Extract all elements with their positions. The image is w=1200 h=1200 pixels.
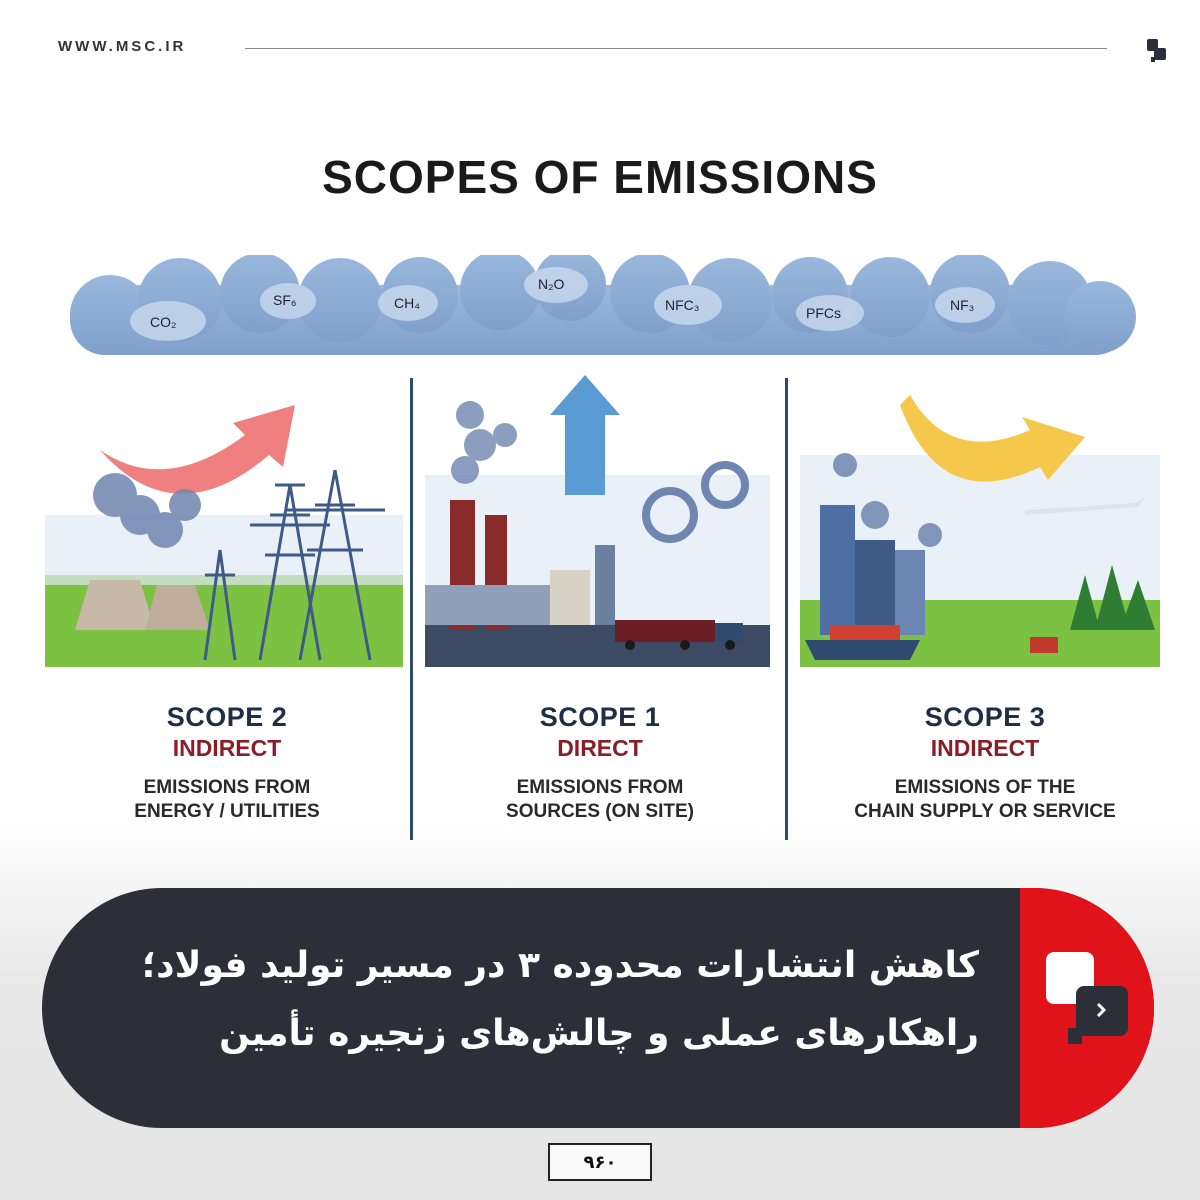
gas-label-nf3: NF₃ xyxy=(950,297,975,313)
scope-2-desc-line-1: EMISSIONS FROM xyxy=(143,777,311,798)
scope-1-type: DIRECT xyxy=(557,735,643,761)
scope-3-description xyxy=(805,776,1165,824)
scope-3-name: SCOPE 3 xyxy=(924,702,1046,732)
scope-divider-left xyxy=(410,378,413,840)
power-plant-scene xyxy=(45,375,403,667)
msc-logo-icon xyxy=(1042,948,1134,1048)
gas-label-n2o: N₂O xyxy=(538,276,565,292)
msc-logo-icon[interactable] xyxy=(1146,38,1168,64)
emissions-cloud xyxy=(60,255,1140,365)
scope-2-type: INDIRECT xyxy=(172,735,282,761)
gas-label-nfc3: NFC₃ xyxy=(665,297,700,313)
gas-label-pfcs: PFCs xyxy=(806,305,841,321)
scope-2-name: SCOPE 2 xyxy=(166,702,288,732)
scope-3-desc-line-1: EMISSIONS OF THE xyxy=(894,777,1076,798)
scope-1-desc-line-1: EMISSIONS FROM xyxy=(516,777,684,798)
supply-chain-scene xyxy=(800,375,1160,667)
headline-text[interactable] xyxy=(79,932,979,1068)
scope-3-desc-line-2: CHAIN SUPPLY OR SERVICE xyxy=(854,801,1116,822)
scope-1-desc-line-2: SOURCES (ON SITE) xyxy=(506,801,694,822)
scope-3-type: INDIRECT xyxy=(930,735,1040,761)
scope-divider-right xyxy=(785,378,788,840)
scope-2-description xyxy=(47,776,407,824)
infographic-title: SCOPES OF EMISSIONS xyxy=(322,151,878,203)
header-divider xyxy=(245,48,1107,49)
gas-label-sf6: SF₆ xyxy=(273,292,297,308)
factory-scene xyxy=(425,375,770,667)
gas-label-ch4: CH₄ xyxy=(394,295,420,311)
headline-line-2: راهکارهای عملی و چالش‌های زنجیره تأمین xyxy=(219,1013,979,1054)
scope-2-desc-line-2: ENERGY / UTILITIES xyxy=(134,801,320,822)
gas-label-co2: CO₂ xyxy=(150,314,177,330)
scope-1-description xyxy=(420,776,780,824)
scope-3-caption xyxy=(805,702,1165,824)
scope-1-name: SCOPE 1 xyxy=(539,702,661,732)
footer-logo[interactable] xyxy=(548,1143,652,1181)
headline-banner[interactable] xyxy=(42,888,1154,1128)
scope-1-caption xyxy=(420,702,780,824)
banner-accent xyxy=(1020,888,1154,1128)
headline-line-1: کاهش انتشارات محدوده ۳ در مسیر تولید فولاد؛ xyxy=(141,945,979,986)
scope-2-caption xyxy=(47,702,407,824)
footer-logo-text: ۹۶۰ xyxy=(583,1151,617,1173)
site-url[interactable]: WWW.MSC.IR xyxy=(58,38,187,55)
